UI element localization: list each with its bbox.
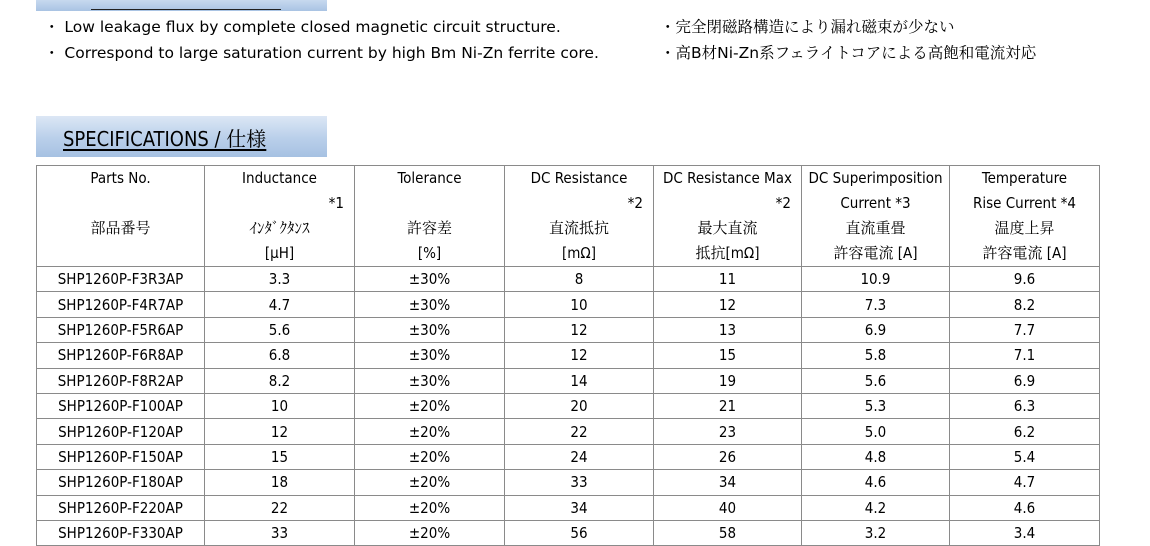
header-line: Current *3 [840, 194, 911, 212]
feature-item: ・完全閉磁路構造により漏れ磁束が少ない [660, 18, 955, 36]
table-cell: 4.6 [802, 470, 950, 495]
table-cell: 15 [654, 343, 802, 368]
part-number-cell: SHP1260P-F180AP [37, 470, 205, 495]
table-cell: 13 [654, 317, 802, 342]
header-line: Temperature [981, 169, 1068, 187]
header-line [355, 191, 504, 216]
part-number-cell: SHP1260P-F220AP [37, 495, 205, 520]
specifications-section-header [36, 116, 327, 157]
table-cell: 6.9 [802, 317, 950, 342]
table-cell: 6.3 [950, 393, 1100, 418]
table-cell: ±20% [355, 470, 505, 495]
part-number-cell: SHP1260P-F100AP [37, 393, 205, 418]
column-header [355, 166, 505, 267]
table-cell: 11 [654, 267, 802, 292]
table-cell: 5.8 [802, 343, 950, 368]
header-line: 部品番号 [90, 219, 151, 237]
table-cell: 26 [654, 444, 802, 469]
section-title: SPECIFICATIONS / 仕様 [63, 127, 267, 151]
header-line: 直流重畳 [845, 219, 906, 237]
feature-item: ・高B材Ni-Zn系フェライトコアによる高飽和電流対応 [660, 44, 1037, 62]
table-cell: ±30% [355, 343, 505, 368]
header-line: *1 [328, 194, 344, 212]
table-cell: 4.8 [802, 444, 950, 469]
table-row [37, 368, 1100, 393]
features-list-english [44, 14, 599, 66]
header-line [37, 241, 204, 266]
table-cell: 5.6 [205, 317, 355, 342]
table-cell: 7.1 [950, 343, 1100, 368]
feature-item: ・ Correspond to large saturation current by high Bm Ni-Zn ferrite core. [44, 44, 599, 62]
table-cell: 10.9 [802, 267, 950, 292]
table-cell: 20 [505, 393, 654, 418]
table-cell: 34 [654, 470, 802, 495]
table-row [37, 292, 1100, 317]
header-line: [μH] [264, 244, 295, 262]
table-cell: 24 [505, 444, 654, 469]
table-cell: ±30% [355, 292, 505, 317]
table-cell: 56 [505, 520, 654, 545]
part-number-cell: SHP1260P-F330AP [37, 520, 205, 545]
table-cell: 12 [654, 292, 802, 317]
table-cell: 12 [505, 343, 654, 368]
table-row [37, 393, 1100, 418]
table-row [37, 343, 1100, 368]
part-number-cell: SHP1260P-F3R3AP [37, 267, 205, 292]
part-number-cell: SHP1260P-F4R7AP [37, 292, 205, 317]
header-line: Tolerance [397, 169, 462, 187]
table-cell: 23 [654, 419, 802, 444]
column-header [205, 166, 355, 267]
column-header [950, 166, 1100, 267]
table-cell: ±30% [355, 317, 505, 342]
table-cell: ±20% [355, 419, 505, 444]
table-cell: 5.3 [802, 393, 950, 418]
table-row [37, 419, 1100, 444]
table-cell: 40 [654, 495, 802, 520]
table-cell: 12 [505, 317, 654, 342]
table-cell: 8.2 [205, 368, 355, 393]
table-header [37, 166, 1100, 267]
table-cell: 6.8 [205, 343, 355, 368]
features-list-japanese [660, 14, 1036, 66]
table-cell: 34 [505, 495, 654, 520]
table-cell: ±30% [355, 368, 505, 393]
table-cell: 10 [205, 393, 355, 418]
part-number-cell: SHP1260P-F6R8AP [37, 343, 205, 368]
table-cell: ±20% [355, 520, 505, 545]
table-cell: 3.4 [950, 520, 1100, 545]
table-cell: 18 [205, 470, 355, 495]
header-line: 抵抗[mΩ] [695, 244, 760, 262]
table-cell: 6.2 [950, 419, 1100, 444]
header-line: 温度上昇 [994, 219, 1055, 237]
table-row [37, 520, 1100, 545]
header-line: 許容電流 [A] [982, 244, 1067, 262]
part-number-cell: SHP1260P-F5R6AP [37, 317, 205, 342]
column-header [802, 166, 950, 267]
column-header [37, 166, 205, 267]
table-cell: 58 [654, 520, 802, 545]
table-row [37, 495, 1100, 520]
table-cell: 4.7 [950, 470, 1100, 495]
table-row [37, 317, 1100, 342]
header-line: [mΩ] [562, 244, 596, 262]
table-cell: 4.6 [950, 495, 1100, 520]
header-line: 許容電流 [A] [833, 244, 918, 262]
header-line: Rise Current *4 [973, 194, 1076, 212]
table-cell: 21 [654, 393, 802, 418]
table-cell: 3.2 [802, 520, 950, 545]
header-line: Inductance [242, 169, 317, 187]
header-line [37, 191, 204, 216]
table-cell: 6.9 [950, 368, 1100, 393]
table-cell: 22 [505, 419, 654, 444]
header-line: *2 [627, 194, 643, 212]
table-cell: 4.2 [802, 495, 950, 520]
specifications-table [36, 165, 1100, 546]
table-cell: 5.0 [802, 419, 950, 444]
table-cell: 3.3 [205, 267, 355, 292]
table-cell: 5.4 [950, 444, 1100, 469]
table-cell: 7.3 [802, 292, 950, 317]
header-line: DC Resistance Max [663, 169, 792, 187]
table-row [37, 444, 1100, 469]
table-cell: 33 [205, 520, 355, 545]
header-line: [%] [417, 244, 442, 262]
table-cell: 14 [505, 368, 654, 393]
header-line: DC Resistance [530, 169, 628, 187]
header-line: *2 [775, 194, 791, 212]
table-cell: ±20% [355, 495, 505, 520]
features-section-tab [36, 0, 327, 11]
table-cell: 8.2 [950, 292, 1100, 317]
table-cell: 5.6 [802, 368, 950, 393]
part-number-cell: SHP1260P-F120AP [37, 419, 205, 444]
part-number-cell: SHP1260P-F8R2AP [37, 368, 205, 393]
header-line: ｲﾝﾀﾞｸﾀﾝｽ [249, 219, 310, 237]
table-row [37, 470, 1100, 495]
table-cell: 8 [505, 267, 654, 292]
part-number-cell: SHP1260P-F150AP [37, 444, 205, 469]
column-header [505, 166, 654, 267]
table-cell: ±20% [355, 444, 505, 469]
table-cell: 10 [505, 292, 654, 317]
header-line: 直流抵抗 [548, 219, 609, 237]
table-cell: 7.7 [950, 317, 1100, 342]
column-header [654, 166, 802, 267]
table-cell: 22 [205, 495, 355, 520]
table-cell: 15 [205, 444, 355, 469]
header-line: Parts No. [90, 169, 151, 187]
table-cell: ±20% [355, 393, 505, 418]
header-line: 許容差 [406, 219, 452, 237]
header-line: 最大直流 [697, 219, 758, 237]
table-cell: 19 [654, 368, 802, 393]
table-cell: 12 [205, 419, 355, 444]
table-body [37, 267, 1100, 546]
header-row [37, 166, 1100, 267]
table-cell: 9.6 [950, 267, 1100, 292]
feature-item: ・ Low leakage flux by complete closed magnetic circuit structure. [44, 18, 561, 36]
table-cell: 4.7 [205, 292, 355, 317]
header-line: DC Superimposition [808, 169, 943, 187]
table-cell: ±30% [355, 267, 505, 292]
table-cell: 33 [505, 470, 654, 495]
table-row [37, 267, 1100, 292]
